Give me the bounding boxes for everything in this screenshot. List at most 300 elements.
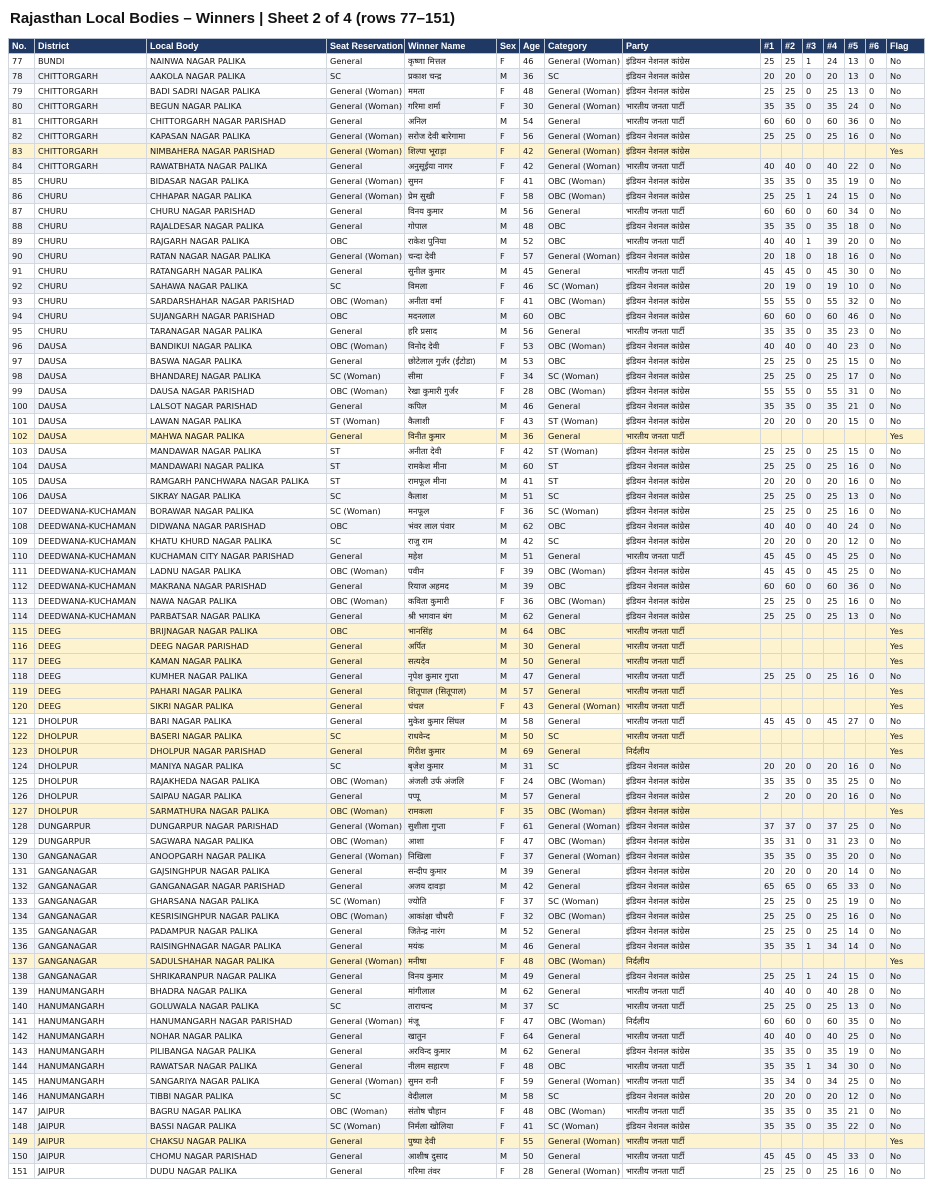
- cell-count-3: 0: [803, 849, 824, 864]
- cell-count-6: 0: [866, 1149, 887, 1164]
- cell-age: 39: [520, 564, 545, 579]
- cell-category: General: [545, 714, 623, 729]
- table-row: [9, 1014, 925, 1029]
- cell-flag: No: [887, 309, 925, 324]
- cell-local-body: CHITTORGARH NAGAR PARISHAD: [147, 114, 327, 129]
- cell-local-body: CHURU NAGAR PARISHAD: [147, 204, 327, 219]
- cell-local-body: BEGUN NAGAR PALIKA: [147, 99, 327, 114]
- cell-count-2: [782, 954, 803, 969]
- cell-count-1: 20: [761, 249, 782, 264]
- cell-seat-reservation: General (Woman): [327, 1014, 405, 1029]
- cell-seat-reservation: General: [327, 984, 405, 999]
- cell-count-6: 0: [866, 1029, 887, 1044]
- cell-seat-reservation: General: [327, 1149, 405, 1164]
- cell-district: DEEDWANA-KUCHAMAN: [35, 579, 147, 594]
- cell-age: 45: [520, 264, 545, 279]
- cell-count-2: 45: [782, 264, 803, 279]
- cell-winner-name: आशा: [405, 834, 497, 849]
- cell-count-2: 20: [782, 474, 803, 489]
- cell-count-5: 15: [845, 189, 866, 204]
- cell-count-6: 0: [866, 204, 887, 219]
- cell-winner-name: मुकेश कुमार सिंघल: [405, 714, 497, 729]
- cell-count-4: [824, 804, 845, 819]
- cell-sex: M: [497, 864, 520, 879]
- cell-count-6: 0: [866, 939, 887, 954]
- cell-local-body: RATANGARH NAGAR PALIKA: [147, 264, 327, 279]
- cell-district: GANGANAGAR: [35, 864, 147, 879]
- table-row: [9, 204, 925, 219]
- cell-district: CHURU: [35, 174, 147, 189]
- cell-winner-name: अरविन्द कुमार: [405, 1044, 497, 1059]
- cell-count-4: 34: [824, 939, 845, 954]
- cell-count-2: 60: [782, 204, 803, 219]
- cell-winner-name: सरोज देवी बारेगामा: [405, 129, 497, 144]
- cell-count-6: 0: [866, 1014, 887, 1029]
- cell-age: 51: [520, 549, 545, 564]
- table-row: [9, 939, 925, 954]
- cell-sex: M: [497, 309, 520, 324]
- cell-count-2: 40: [782, 1029, 803, 1044]
- cell-district: DEEDWANA-KUCHAMAN: [35, 549, 147, 564]
- cell-count-4: 35: [824, 1119, 845, 1134]
- cell-count-5: [845, 429, 866, 444]
- cell-no: 138: [9, 969, 35, 984]
- table-row: [9, 789, 925, 804]
- cell-local-body: SUJANGARH NAGAR PARISHAD: [147, 309, 327, 324]
- cell-winner-name: रामकला: [405, 804, 497, 819]
- cell-district: DAUSA: [35, 414, 147, 429]
- cell-local-body: CHAKSU NAGAR PALIKA: [147, 1134, 327, 1149]
- cell-flag: Yes: [887, 744, 925, 759]
- cell-district: CHITTORGARH: [35, 159, 147, 174]
- cell-count-2: 20: [782, 759, 803, 774]
- cell-winner-name: महेश: [405, 549, 497, 564]
- cell-sex: F: [497, 339, 520, 354]
- cell-local-body: SIKRAY NAGAR PALIKA: [147, 489, 327, 504]
- cell-category: General: [545, 939, 623, 954]
- cell-count-4: [824, 954, 845, 969]
- cell-age: 36: [520, 504, 545, 519]
- cell-count-4: 45: [824, 1149, 845, 1164]
- cell-count-4: 19: [824, 279, 845, 294]
- column-header-age: Age: [520, 39, 545, 54]
- table-row: [9, 1089, 925, 1104]
- cell-winner-name: भंवर लाल पंवार: [405, 519, 497, 534]
- cell-count-5: 36: [845, 114, 866, 129]
- cell-count-3: 0: [803, 1104, 824, 1119]
- cell-flag: No: [887, 204, 925, 219]
- cell-count-3: 1: [803, 1059, 824, 1074]
- cell-seat-reservation: General: [327, 204, 405, 219]
- cell-category: OBC (Woman): [545, 909, 623, 924]
- cell-count-1: [761, 429, 782, 444]
- cell-party: इंडियन नेशनल कांग्रेस: [623, 564, 761, 579]
- table-row: [9, 54, 925, 69]
- cell-party: इंडियन नेशनल कांग्रेस: [623, 774, 761, 789]
- cell-count-3: 0: [803, 264, 824, 279]
- cell-winner-name: राधवेन्द: [405, 729, 497, 744]
- table-row: [9, 954, 925, 969]
- cell-winner-name: निर्मला खोलिया: [405, 1119, 497, 1134]
- cell-sex: F: [497, 369, 520, 384]
- cell-seat-reservation: SC (Woman): [327, 894, 405, 909]
- cell-flag: No: [887, 339, 925, 354]
- cell-no: 141: [9, 1014, 35, 1029]
- cell-count-3: 0: [803, 489, 824, 504]
- cell-count-3: [803, 624, 824, 639]
- table-row: [9, 444, 925, 459]
- cell-age: 61: [520, 819, 545, 834]
- cell-party: भारतीय जनता पार्टी: [623, 114, 761, 129]
- cell-count-6: [866, 654, 887, 669]
- cell-count-6: 0: [866, 129, 887, 144]
- cell-local-body: BASSI NAGAR PALIKA: [147, 1119, 327, 1134]
- cell-district: BUNDI: [35, 54, 147, 69]
- cell-count-6: 0: [866, 564, 887, 579]
- cell-local-body: NAINWA NAGAR PALIKA: [147, 54, 327, 69]
- cell-count-1: 25: [761, 444, 782, 459]
- cell-count-1: [761, 144, 782, 159]
- cell-category: General: [545, 984, 623, 999]
- cell-age: 28: [520, 384, 545, 399]
- cell-count-5: 13: [845, 609, 866, 624]
- cell-count-1: 55: [761, 384, 782, 399]
- cell-count-3: 0: [803, 414, 824, 429]
- cell-count-6: 0: [866, 714, 887, 729]
- cell-age: 30: [520, 639, 545, 654]
- cell-count-2: 25: [782, 189, 803, 204]
- column-header-count-4: #4: [824, 39, 845, 54]
- cell-seat-reservation: OBC: [327, 309, 405, 324]
- cell-count-2: 40: [782, 984, 803, 999]
- cell-count-2: 35: [782, 774, 803, 789]
- cell-count-3: [803, 654, 824, 669]
- cell-count-1: 40: [761, 234, 782, 249]
- cell-count-2: 60: [782, 309, 803, 324]
- cell-winner-name: पुष्पा देवी: [405, 1134, 497, 1149]
- cell-count-6: 0: [866, 339, 887, 354]
- cell-category: OBC: [545, 309, 623, 324]
- cell-count-2: 25: [782, 1164, 803, 1179]
- cell-winner-name: विमला: [405, 279, 497, 294]
- cell-winner-name: चन्दा देवी: [405, 249, 497, 264]
- cell-count-3: 0: [803, 219, 824, 234]
- cell-age: 50: [520, 1149, 545, 1164]
- cell-local-body: RAJGARH NAGAR PALIKA: [147, 234, 327, 249]
- cell-seat-reservation: General: [327, 1029, 405, 1044]
- cell-count-4: [824, 684, 845, 699]
- cell-flag: No: [887, 489, 925, 504]
- cell-count-3: 1: [803, 189, 824, 204]
- cell-count-3: 0: [803, 309, 824, 324]
- cell-no: 103: [9, 444, 35, 459]
- cell-count-5: 24: [845, 519, 866, 534]
- cell-count-3: 0: [803, 204, 824, 219]
- table-row: [9, 909, 925, 924]
- cell-count-2: 55: [782, 294, 803, 309]
- cell-category: OBC: [545, 519, 623, 534]
- cell-district: DEEG: [35, 699, 147, 714]
- cell-flag: No: [887, 909, 925, 924]
- cell-flag: Yes: [887, 699, 925, 714]
- cell-count-1: 25: [761, 369, 782, 384]
- cell-seat-reservation: General: [327, 159, 405, 174]
- cell-count-3: [803, 804, 824, 819]
- cell-count-1: 25: [761, 504, 782, 519]
- cell-count-6: 0: [866, 594, 887, 609]
- cell-sex: M: [497, 984, 520, 999]
- column-header-party: Party: [623, 39, 761, 54]
- cell-count-3: 0: [803, 759, 824, 774]
- cell-no: 122: [9, 729, 35, 744]
- cell-age: 57: [520, 789, 545, 804]
- cell-count-6: 0: [866, 294, 887, 309]
- cell-district: JAIPUR: [35, 1119, 147, 1134]
- cell-count-1: [761, 684, 782, 699]
- cell-count-6: 0: [866, 1089, 887, 1104]
- cell-count-1: 65: [761, 879, 782, 894]
- cell-count-6: 0: [866, 1059, 887, 1074]
- cell-no: 133: [9, 894, 35, 909]
- cell-no: 104: [9, 459, 35, 474]
- column-header-category: Category: [545, 39, 623, 54]
- cell-sex: M: [497, 939, 520, 954]
- cell-category: SC (Woman): [545, 894, 623, 909]
- cell-count-6: [866, 804, 887, 819]
- cell-local-body: BAGRU NAGAR PALIKA: [147, 1104, 327, 1119]
- cell-flag: No: [887, 834, 925, 849]
- cell-count-6: [866, 144, 887, 159]
- cell-local-body: NAWA NAGAR PALIKA: [147, 594, 327, 609]
- cell-count-2: 35: [782, 1104, 803, 1119]
- cell-age: 39: [520, 579, 545, 594]
- cell-category: General: [545, 609, 623, 624]
- cell-count-3: 0: [803, 924, 824, 939]
- cell-count-1: [761, 729, 782, 744]
- cell-count-3: 0: [803, 669, 824, 684]
- cell-no: 93: [9, 294, 35, 309]
- cell-seat-reservation: OBC (Woman): [327, 909, 405, 924]
- cell-count-4: 40: [824, 519, 845, 534]
- cell-category: ST (Woman): [545, 444, 623, 459]
- table-row: [9, 609, 925, 624]
- cell-count-1: 25: [761, 1164, 782, 1179]
- cell-sex: M: [497, 684, 520, 699]
- cell-district: DAUSA: [35, 354, 147, 369]
- cell-age: 57: [520, 684, 545, 699]
- cell-count-6: [866, 699, 887, 714]
- cell-flag: Yes: [887, 429, 925, 444]
- cell-local-body: BARI NAGAR PALIKA: [147, 714, 327, 729]
- cell-count-1: 20: [761, 69, 782, 84]
- cell-seat-reservation: General: [327, 429, 405, 444]
- cell-winner-name: सीमा: [405, 369, 497, 384]
- table-row: [9, 699, 925, 714]
- cell-count-4: 25: [824, 909, 845, 924]
- column-header-no: No.: [9, 39, 35, 54]
- cell-local-body: TIBBI NAGAR PALIKA: [147, 1089, 327, 1104]
- cell-count-5: 30: [845, 264, 866, 279]
- cell-count-2: 31: [782, 834, 803, 849]
- cell-category: General (Woman): [545, 849, 623, 864]
- cell-local-body: DHOLPUR NAGAR PARISHAD: [147, 744, 327, 759]
- cell-age: 56: [520, 129, 545, 144]
- cell-count-1: 35: [761, 399, 782, 414]
- cell-local-body: RAWATSAR NAGAR PALIKA: [147, 1059, 327, 1074]
- cell-count-2: [782, 699, 803, 714]
- cell-party: इंडियन नेशनल कांग्रेस: [623, 759, 761, 774]
- cell-district: DAUSA: [35, 339, 147, 354]
- cell-seat-reservation: SC: [327, 729, 405, 744]
- cell-count-5: 30: [845, 1059, 866, 1074]
- cell-seat-reservation: General: [327, 264, 405, 279]
- cell-local-body: HANUMANGARH NAGAR PARISHAD: [147, 1014, 327, 1029]
- table-row: [9, 849, 925, 864]
- cell-count-1: 20: [761, 414, 782, 429]
- table-row: [9, 879, 925, 894]
- cell-count-1: [761, 1134, 782, 1149]
- cell-local-body: RAMGARH PANCHWARA NAGAR PALIKA: [147, 474, 327, 489]
- cell-sex: M: [497, 459, 520, 474]
- cell-count-2: 45: [782, 1149, 803, 1164]
- cell-count-1: 25: [761, 189, 782, 204]
- cell-category: General: [545, 264, 623, 279]
- cell-count-6: 0: [866, 1119, 887, 1134]
- cell-district: GANGANAGAR: [35, 849, 147, 864]
- cell-count-5: 20: [845, 849, 866, 864]
- cell-count-5: 14: [845, 864, 866, 879]
- cell-district: DAUSA: [35, 459, 147, 474]
- cell-count-4: 40: [824, 159, 845, 174]
- cell-count-4: 25: [824, 129, 845, 144]
- cell-no: 114: [9, 609, 35, 624]
- cell-count-4: [824, 654, 845, 669]
- cell-no: 118: [9, 669, 35, 684]
- cell-age: 64: [520, 624, 545, 639]
- cell-count-6: 0: [866, 789, 887, 804]
- cell-no: 85: [9, 174, 35, 189]
- table-row: [9, 414, 925, 429]
- cell-count-3: 0: [803, 609, 824, 624]
- cell-count-1: 25: [761, 54, 782, 69]
- cell-category: General: [545, 1149, 623, 1164]
- table-row: [9, 819, 925, 834]
- cell-count-6: 0: [866, 84, 887, 99]
- cell-seat-reservation: ST: [327, 459, 405, 474]
- cell-district: DEEG: [35, 684, 147, 699]
- cell-sex: F: [497, 594, 520, 609]
- cell-district: HANUMANGARH: [35, 1029, 147, 1044]
- cell-count-3: 1: [803, 969, 824, 984]
- cell-count-5: 25: [845, 1029, 866, 1044]
- cell-count-4: 45: [824, 264, 845, 279]
- cell-district: HANUMANGARH: [35, 984, 147, 999]
- cell-party: इंडियन नेशनल कांग्रेस: [623, 444, 761, 459]
- table-row: [9, 279, 925, 294]
- cell-no: 139: [9, 984, 35, 999]
- cell-sex: F: [497, 834, 520, 849]
- cell-flag: Yes: [887, 639, 925, 654]
- cell-no: 113: [9, 594, 35, 609]
- cell-category: OBC (Woman): [545, 594, 623, 609]
- cell-no: 112: [9, 579, 35, 594]
- table-row: [9, 384, 925, 399]
- cell-party: इंडियन नेशनल कांग्रेस: [623, 69, 761, 84]
- cell-local-body: DUDU NAGAR PALIKA: [147, 1164, 327, 1179]
- cell-seat-reservation: General: [327, 654, 405, 669]
- cell-count-4: 25: [824, 594, 845, 609]
- cell-age: 31: [520, 759, 545, 774]
- cell-no: 109: [9, 534, 35, 549]
- cell-seat-reservation: OBC (Woman): [327, 834, 405, 849]
- cell-age: 50: [520, 729, 545, 744]
- table-row: [9, 729, 925, 744]
- cell-age: 43: [520, 414, 545, 429]
- cell-count-3: 0: [803, 474, 824, 489]
- cell-no: 87: [9, 204, 35, 219]
- cell-district: GANGANAGAR: [35, 909, 147, 924]
- cell-age: 47: [520, 669, 545, 684]
- column-header-winner-name: Winner Name: [405, 39, 497, 54]
- cell-no: 115: [9, 624, 35, 639]
- cell-count-4: 35: [824, 324, 845, 339]
- cell-count-4: 20: [824, 864, 845, 879]
- cell-district: DEEDWANA-KUCHAMAN: [35, 594, 147, 609]
- cell-winner-name: अनिल: [405, 114, 497, 129]
- cell-party: इंडियन नेशनल कांग्रेस: [623, 219, 761, 234]
- cell-count-2: [782, 744, 803, 759]
- cell-count-4: 55: [824, 294, 845, 309]
- cell-winner-name: गरिमा शर्मा: [405, 99, 497, 114]
- cell-count-4: 60: [824, 1014, 845, 1029]
- table-row: [9, 489, 925, 504]
- cell-district: GANGANAGAR: [35, 924, 147, 939]
- cell-count-2: 55: [782, 384, 803, 399]
- cell-winner-name: मांगीलाल: [405, 984, 497, 999]
- cell-count-4: 25: [824, 504, 845, 519]
- cell-winner-name: प्रेम सुखी: [405, 189, 497, 204]
- cell-flag: No: [887, 864, 925, 879]
- cell-count-6: 0: [866, 279, 887, 294]
- cell-age: 37: [520, 894, 545, 909]
- cell-count-3: [803, 744, 824, 759]
- cell-count-2: 20: [782, 534, 803, 549]
- cell-flag: No: [887, 159, 925, 174]
- cell-age: 46: [520, 939, 545, 954]
- cell-seat-reservation: General (Woman): [327, 249, 405, 264]
- cell-count-4: 60: [824, 309, 845, 324]
- cell-category: OBC (Woman): [545, 1014, 623, 1029]
- cell-count-6: 0: [866, 1074, 887, 1089]
- cell-count-6: 0: [866, 159, 887, 174]
- cell-no: 92: [9, 279, 35, 294]
- cell-count-6: 0: [866, 879, 887, 894]
- cell-seat-reservation: OBC: [327, 234, 405, 249]
- cell-category: ST: [545, 474, 623, 489]
- cell-party: इंडियन नेशनल कांग्रेस: [623, 969, 761, 984]
- cell-sex: F: [497, 189, 520, 204]
- cell-party: निर्दलीय: [623, 1014, 761, 1029]
- cell-sex: M: [497, 714, 520, 729]
- cell-count-1: 45: [761, 264, 782, 279]
- cell-party: इंडियन नेशनल कांग्रेस: [623, 354, 761, 369]
- cell-local-body: BASWA NAGAR PALIKA: [147, 354, 327, 369]
- cell-local-body: RAWATBHATA NAGAR PALIKA: [147, 159, 327, 174]
- cell-no: 135: [9, 924, 35, 939]
- cell-count-1: 40: [761, 1029, 782, 1044]
- cell-district: DEEDWANA-KUCHAMAN: [35, 519, 147, 534]
- cell-seat-reservation: OBC (Woman): [327, 384, 405, 399]
